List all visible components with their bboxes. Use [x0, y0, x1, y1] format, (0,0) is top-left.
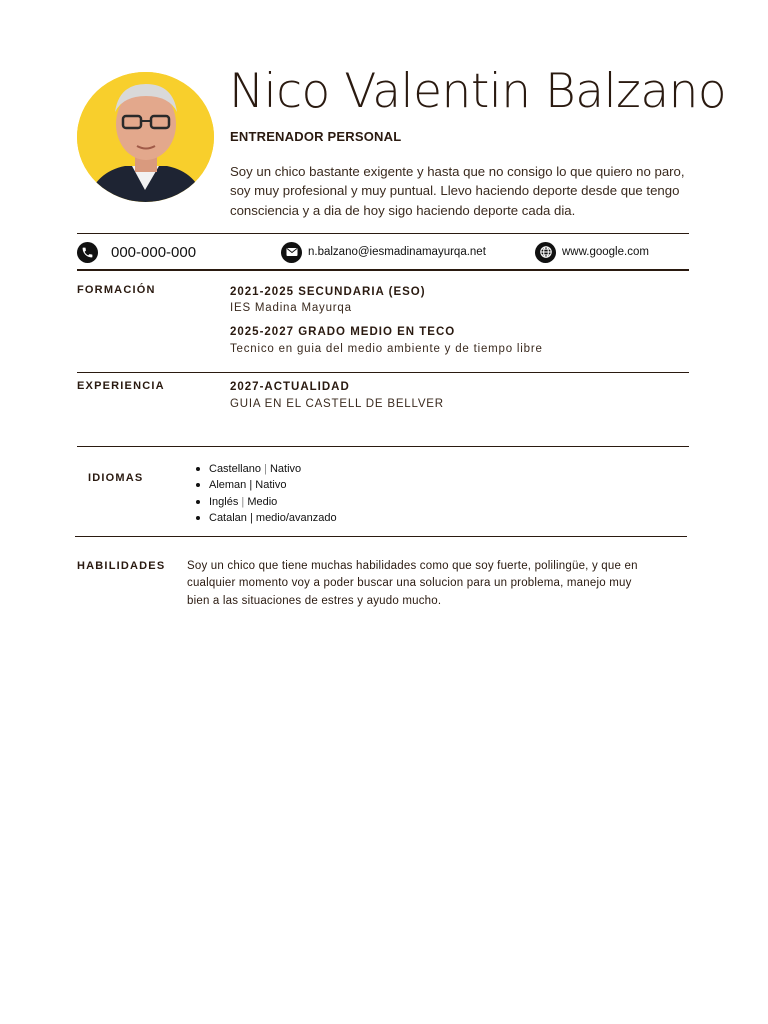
education-institution: Tecnico en guia del medio ambiente y de tiempo libre [230, 343, 543, 355]
profile-photo [77, 72, 214, 202]
list-item: Catalan | medio/avanzado [193, 510, 337, 526]
candidate-name: Nico Valentin Balzano [229, 64, 727, 119]
education-title: 2021-2025 SECUNDARIA (ESO) [230, 286, 426, 298]
divider [77, 446, 689, 447]
phone-number: 000-000-000 [111, 243, 197, 261]
job-title: ENTRENADOR PERSONAL [230, 129, 402, 144]
contact-website [535, 241, 649, 263]
section-label-formacion: FORMACIÓN [77, 284, 156, 296]
section-label-experiencia: EXPERIENCIA [77, 380, 165, 392]
section-label-idiomas: IDIOMAS [88, 472, 144, 484]
divider [77, 372, 689, 373]
profile-summary: Soy un chico bastante exigente y hasta que no consigo lo que quiero no paro, soy muy profesional y muy puntual. Llevo haciendo deporte desde que tengo consciencia y a dia de hoy sigo haciendo deporte cada dia. [230, 164, 685, 218]
divider [77, 269, 689, 271]
list-item: Inglés | Medio [193, 494, 337, 510]
section-label-habilidades: HABILIDADES [77, 560, 166, 572]
contact-phone [77, 241, 196, 263]
globe-icon [535, 242, 556, 263]
website-link[interactable]: www.google.com [562, 246, 649, 258]
list-item: Castellano | Nativo [193, 461, 337, 477]
experience-role: GUIA EN EL CASTELL DE BELLVER [230, 398, 444, 410]
education-title: 2025-2027 GRADO MEDIO EN TECO [230, 326, 456, 338]
divider [75, 536, 687, 537]
education-institution: IES Madina Mayurqa [230, 302, 352, 314]
email-address[interactable]: n.balzano@iesmadinamayurqa.net [308, 246, 486, 258]
experience-title: 2027-ACTUALIDAD [230, 381, 350, 393]
divider [77, 233, 689, 234]
phone-icon [77, 242, 98, 263]
languages-list [193, 461, 337, 526]
skills-description: Soy un chico que tiene muchas habilidades como que soy fuerte, polilingüe, y que en cualquier momento voy a poder buscar una solucion para un problema, manejo muy bien a las situaciones de estres y ayudo mucho. [187, 560, 638, 607]
email-icon [281, 242, 302, 263]
list-item: Aleman | Nativo [193, 477, 337, 493]
contact-email [281, 241, 486, 263]
